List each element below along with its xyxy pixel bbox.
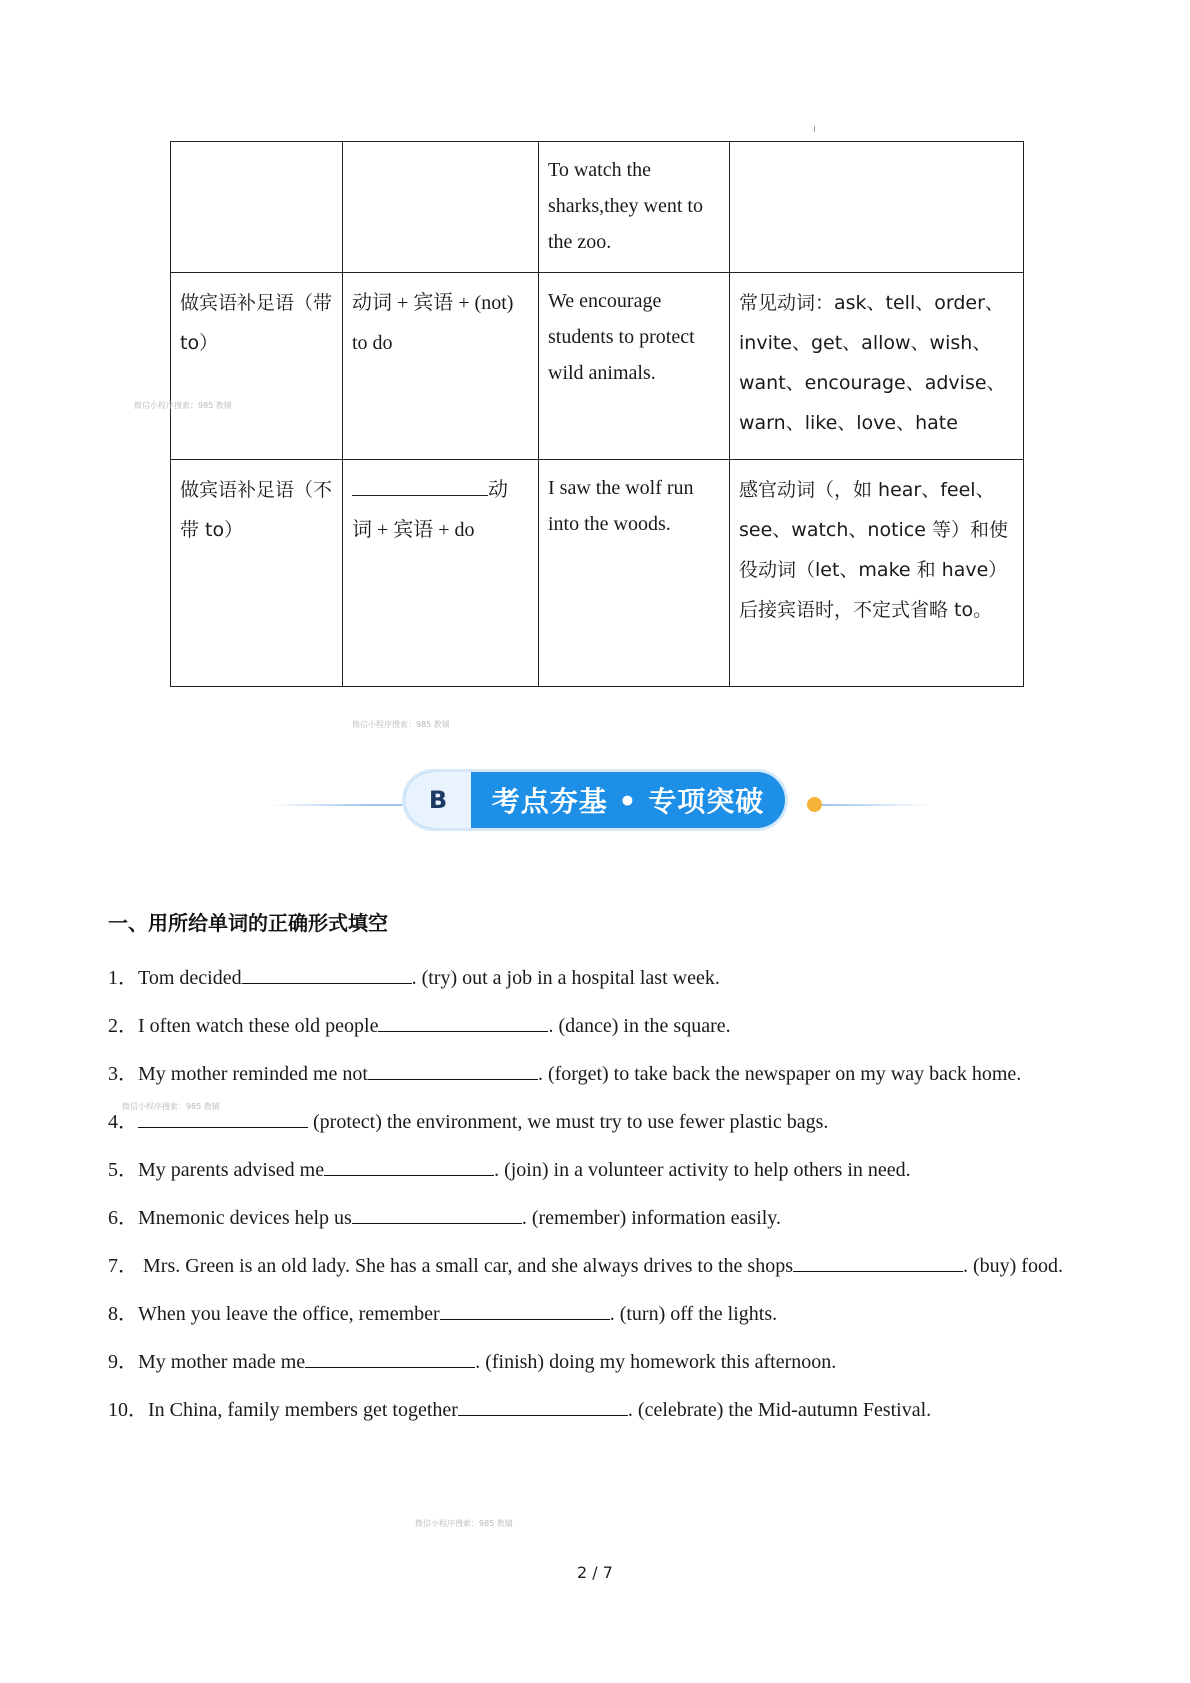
table-cell-usage	[171, 142, 343, 273]
table-cell-note: 常见动词：ask、tell、order、invite、get、allow、wish、want、encourage、advise、warn、like、love、hate	[730, 273, 1024, 460]
exercise-number: 1．	[108, 967, 138, 989]
table-row	[171, 273, 1024, 460]
exercise-text-before: Mnemonic devices help us	[138, 1207, 352, 1229]
table-cell-structure: 动词 + 宾语 + (not) to do	[343, 273, 539, 460]
exercise-text-after: . (buy) food.	[962, 1255, 1063, 1277]
exercise-text-after: . (forget) to take back the newspaper on my way back home.	[537, 1063, 1022, 1085]
table-row	[171, 460, 1024, 687]
table-cell-example: To watch the sharks,they went to the zoo.	[539, 142, 730, 273]
exercise-number: 5．	[108, 1159, 138, 1181]
answer-blank[interactable]	[368, 1059, 538, 1080]
exercise-item	[108, 954, 1068, 1002]
structure-text-b: 词 + 宾语 + do	[352, 519, 475, 541]
exercise-item	[108, 1098, 1068, 1146]
answer-blank[interactable]	[440, 1299, 610, 1320]
exercise-number: 3．	[108, 1063, 138, 1085]
exercise-text-after: . (remember) information easily.	[521, 1207, 782, 1229]
table-cell-note	[730, 142, 1024, 273]
exercise-text-before: When you leave the office, remember	[138, 1303, 440, 1325]
exercise-item	[108, 1386, 1068, 1434]
banner-line-left	[270, 804, 370, 806]
exercise-number: 10．	[108, 1399, 148, 1421]
exercise-text-before: My parents advised me	[138, 1159, 325, 1181]
answer-blank[interactable]	[378, 1011, 548, 1032]
exercise-number: 2．	[108, 1015, 138, 1037]
banner-letter: B	[405, 772, 471, 828]
exercise-text-after: (protect) the environment, we must try to use fewer plastic bags.	[308, 1111, 829, 1133]
table-cell-structure	[343, 142, 539, 273]
exercise-item	[108, 1194, 1068, 1242]
structure-text-a: 动	[488, 479, 508, 501]
table-cell-usage: 做宾语补足语（不带 to）	[171, 460, 343, 687]
exercise-text-after: . (join) in a volunteer activity to help others in need.	[494, 1159, 911, 1181]
exercise-text-after: . (celebrate) the Mid-autumn Festival.	[627, 1399, 932, 1421]
banner-dot-right	[807, 797, 822, 812]
banner-line-right	[822, 804, 932, 806]
exercise-text-before: Tom decided	[138, 967, 242, 989]
answer-blank[interactable]	[242, 963, 412, 984]
banner-pill	[405, 772, 785, 828]
exercise-item	[108, 1242, 1068, 1290]
section-banner	[270, 770, 930, 830]
table-cell-note: 感官动词（，如 hear、feel、see、watch、notice 等）和使役动词（let、make 和 have）后接宾语时，不定式省略 to。	[730, 460, 1024, 687]
answer-blank[interactable]	[138, 1107, 308, 1128]
exercise-number: 4．	[108, 1111, 138, 1133]
table-cell-structure	[343, 460, 539, 687]
answer-blank[interactable]	[793, 1251, 963, 1272]
exercise-number: 6．	[108, 1207, 138, 1229]
exercise-text-before: My mother made me	[138, 1351, 306, 1373]
exercise-text-after: . (try) out a job in a hospital last week.	[411, 967, 720, 989]
answer-blank[interactable]	[458, 1395, 628, 1416]
section-title: 一、用所给单词的正确形式填空	[108, 911, 388, 935]
page-tick-mark	[814, 126, 815, 132]
answer-blank[interactable]	[305, 1347, 475, 1368]
exercise-item	[108, 1338, 1068, 1386]
exercise-number: 8．	[108, 1303, 138, 1325]
exercise-item	[108, 1290, 1068, 1338]
exercise-text-before: In China, family members get together	[148, 1399, 458, 1421]
answer-blank[interactable]	[324, 1155, 494, 1176]
exercise-number: 7．	[108, 1255, 138, 1277]
exercise-text-before: Mrs. Green is an old lady. She has a small car, and she always drives to the shops	[138, 1255, 793, 1277]
grammar-table	[170, 141, 1024, 687]
watermark: 微信小程序搜索：985 教辅	[352, 720, 450, 729]
exercise-text-after: . (dance) in the square.	[548, 1015, 731, 1037]
exercise-item	[108, 1002, 1068, 1050]
watermark: 微信小程序搜索：985 教辅	[415, 1519, 513, 1528]
table-cell-example: We encourage students to protect wild animals.	[539, 273, 730, 460]
table-cell-example: I saw the wolf run into the woods.	[539, 460, 730, 687]
exercise-number: 9．	[108, 1351, 138, 1373]
exercise-text-after: . (finish) doing my homework this afternoon.	[475, 1351, 837, 1373]
answer-blank[interactable]	[352, 1203, 522, 1224]
exercise-item	[108, 1146, 1068, 1194]
banner-title: 考点夯基 • 专项突破	[491, 785, 765, 818]
exercise-text-after: . (turn) off the lights.	[609, 1303, 778, 1325]
watermark: 微信小程序搜索：985 教辅	[134, 401, 232, 410]
exercise-item	[108, 1050, 1068, 1098]
table-row	[171, 142, 1024, 273]
watermark: 微信小程序搜索：985 教辅	[122, 1102, 220, 1111]
table-cell-usage: 做宾语补足语（带 to）	[171, 273, 343, 460]
exercise-text-before: I often watch these old people	[138, 1015, 379, 1037]
exercise-list	[108, 954, 1068, 1434]
answer-blank[interactable]	[352, 473, 488, 496]
exercise-text-before: My mother reminded me not	[138, 1063, 368, 1085]
page-number: 2 / 7	[577, 1563, 613, 1582]
